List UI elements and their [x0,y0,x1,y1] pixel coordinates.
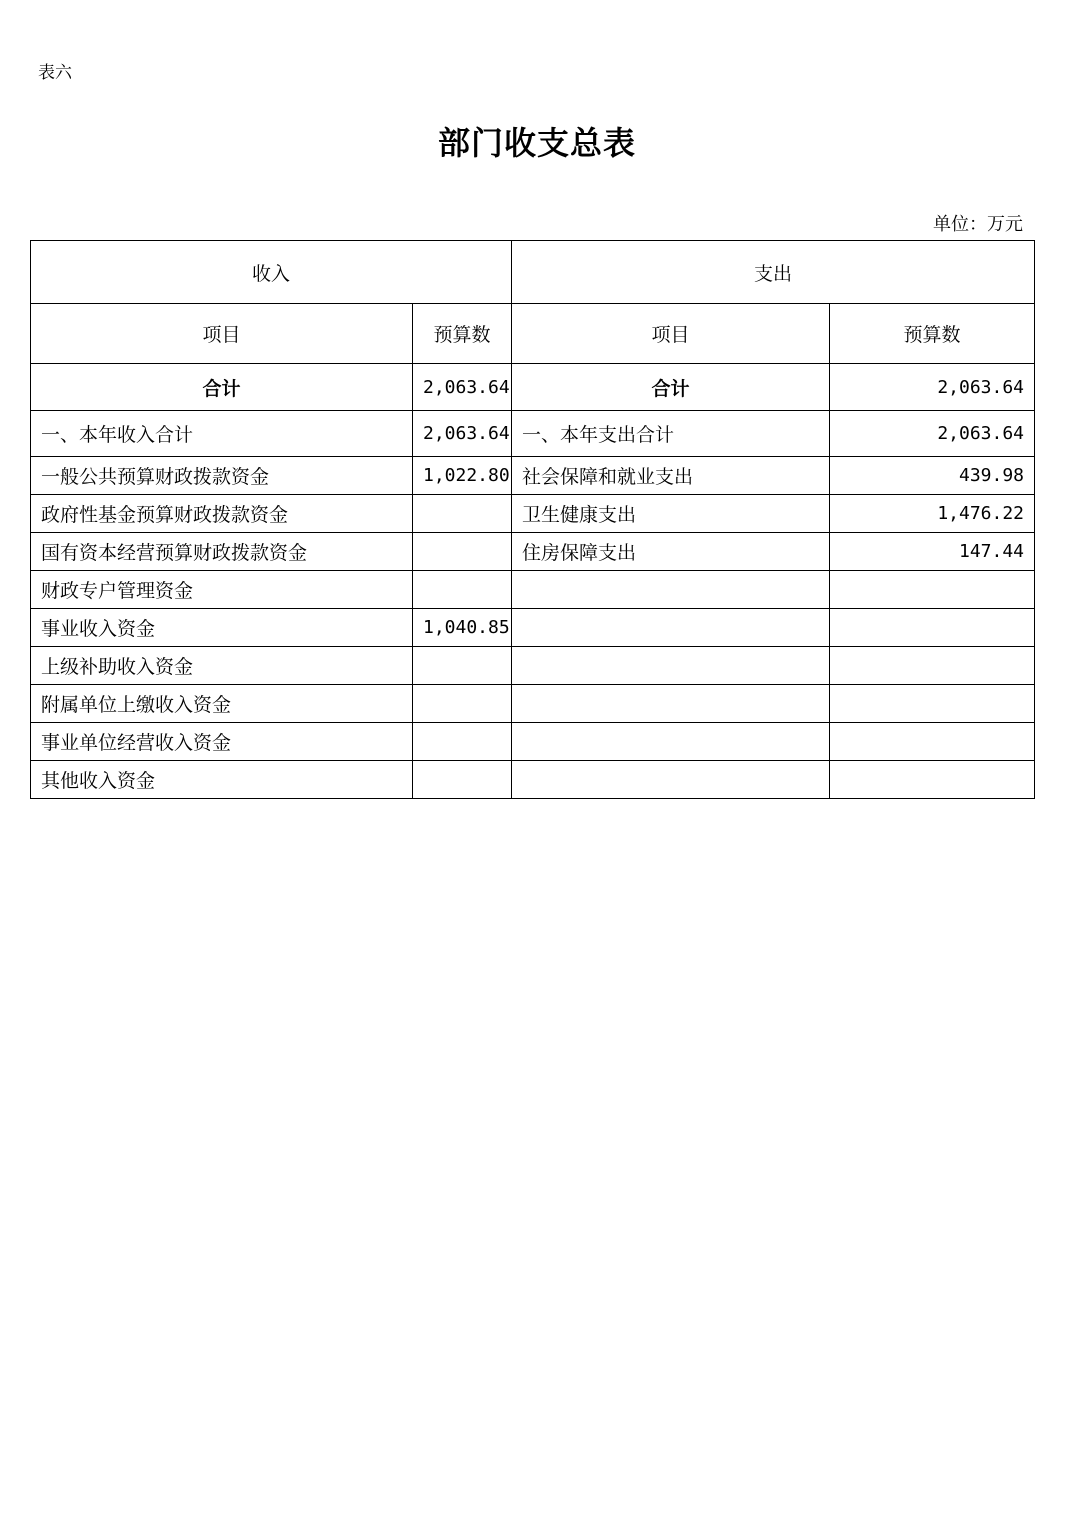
expense-item-cell [512,723,830,761]
expense-value-cell [830,609,1035,647]
table-row [31,495,1035,533]
income-item-cell: 事业收入资金 [31,609,413,647]
income-total-value: 2,063.64 [413,364,512,411]
income-item-cell: 上级补助收入资金 [31,647,413,685]
income-value-cell [413,685,512,723]
income-item-cell: 事业单位经营收入资金 [31,723,413,761]
total-row [31,364,1035,411]
table-row [31,571,1035,609]
expense-item-cell: 一、本年支出合计 [512,411,830,457]
income-section-header: 收入 [31,241,512,304]
expense-item-cell [512,761,830,799]
income-budget-column-header: 预算数 [413,304,512,364]
table-row [31,761,1035,799]
section-header-row [31,241,1035,304]
expense-value-cell [830,723,1035,761]
expense-item-column-header: 项目 [512,304,830,364]
expense-value-cell: 1,476.22 [830,495,1035,533]
expense-total-label: 合计 [512,364,830,411]
income-expense-table [30,240,1035,799]
income-item-cell: 其他收入资金 [31,761,413,799]
expense-total-value: 2,063.64 [830,364,1035,411]
expense-item-cell [512,685,830,723]
income-value-cell [413,571,512,609]
income-item-cell: 财政专户管理资金 [31,571,413,609]
income-value-cell [413,723,512,761]
income-value-cell: 1,022.80 [413,457,512,495]
expense-item-cell: 卫生健康支出 [512,495,830,533]
income-value-cell [413,761,512,799]
income-item-cell: 一般公共预算财政拨款资金 [31,457,413,495]
income-total-label: 合计 [31,364,413,411]
expense-budget-column-header: 预算数 [830,304,1035,364]
expense-value-cell [830,685,1035,723]
expense-value-cell: 439.98 [830,457,1035,495]
expense-value-cell [830,761,1035,799]
column-header-row [31,304,1035,364]
income-item-column-header: 项目 [31,304,413,364]
expense-item-cell [512,647,830,685]
table-row [31,457,1035,495]
table-row [31,609,1035,647]
income-item-cell: 一、本年收入合计 [31,411,413,457]
income-value-cell [413,495,512,533]
table-row [31,411,1035,457]
income-value-cell: 1,040.85 [413,609,512,647]
income-item-cell: 国有资本经营预算财政拨款资金 [31,533,413,571]
expense-item-cell [512,609,830,647]
expense-section-header: 支出 [512,241,1035,304]
table-row [31,685,1035,723]
expense-value-cell: 147.44 [830,533,1035,571]
expense-item-cell: 住房保障支出 [512,533,830,571]
table-row [31,533,1035,571]
expense-item-cell: 社会保障和就业支出 [512,457,830,495]
page-title: 部门收支总表 [437,124,636,162]
income-item-cell: 附属单位上缴收入资金 [31,685,413,723]
unit-label: 单位：万元 [933,214,1023,235]
expense-value-cell [830,647,1035,685]
income-value-cell [413,647,512,685]
expense-value-cell [830,571,1035,609]
table-row [31,647,1035,685]
expense-value-cell: 2,063.64 [830,411,1035,457]
income-value-cell: 2,063.64 [413,411,512,457]
table-row [31,723,1035,761]
income-value-cell [413,533,512,571]
expense-item-cell [512,571,830,609]
table-number-label: 表六 [38,63,72,83]
income-item-cell: 政府性基金预算财政拨款资金 [31,495,413,533]
